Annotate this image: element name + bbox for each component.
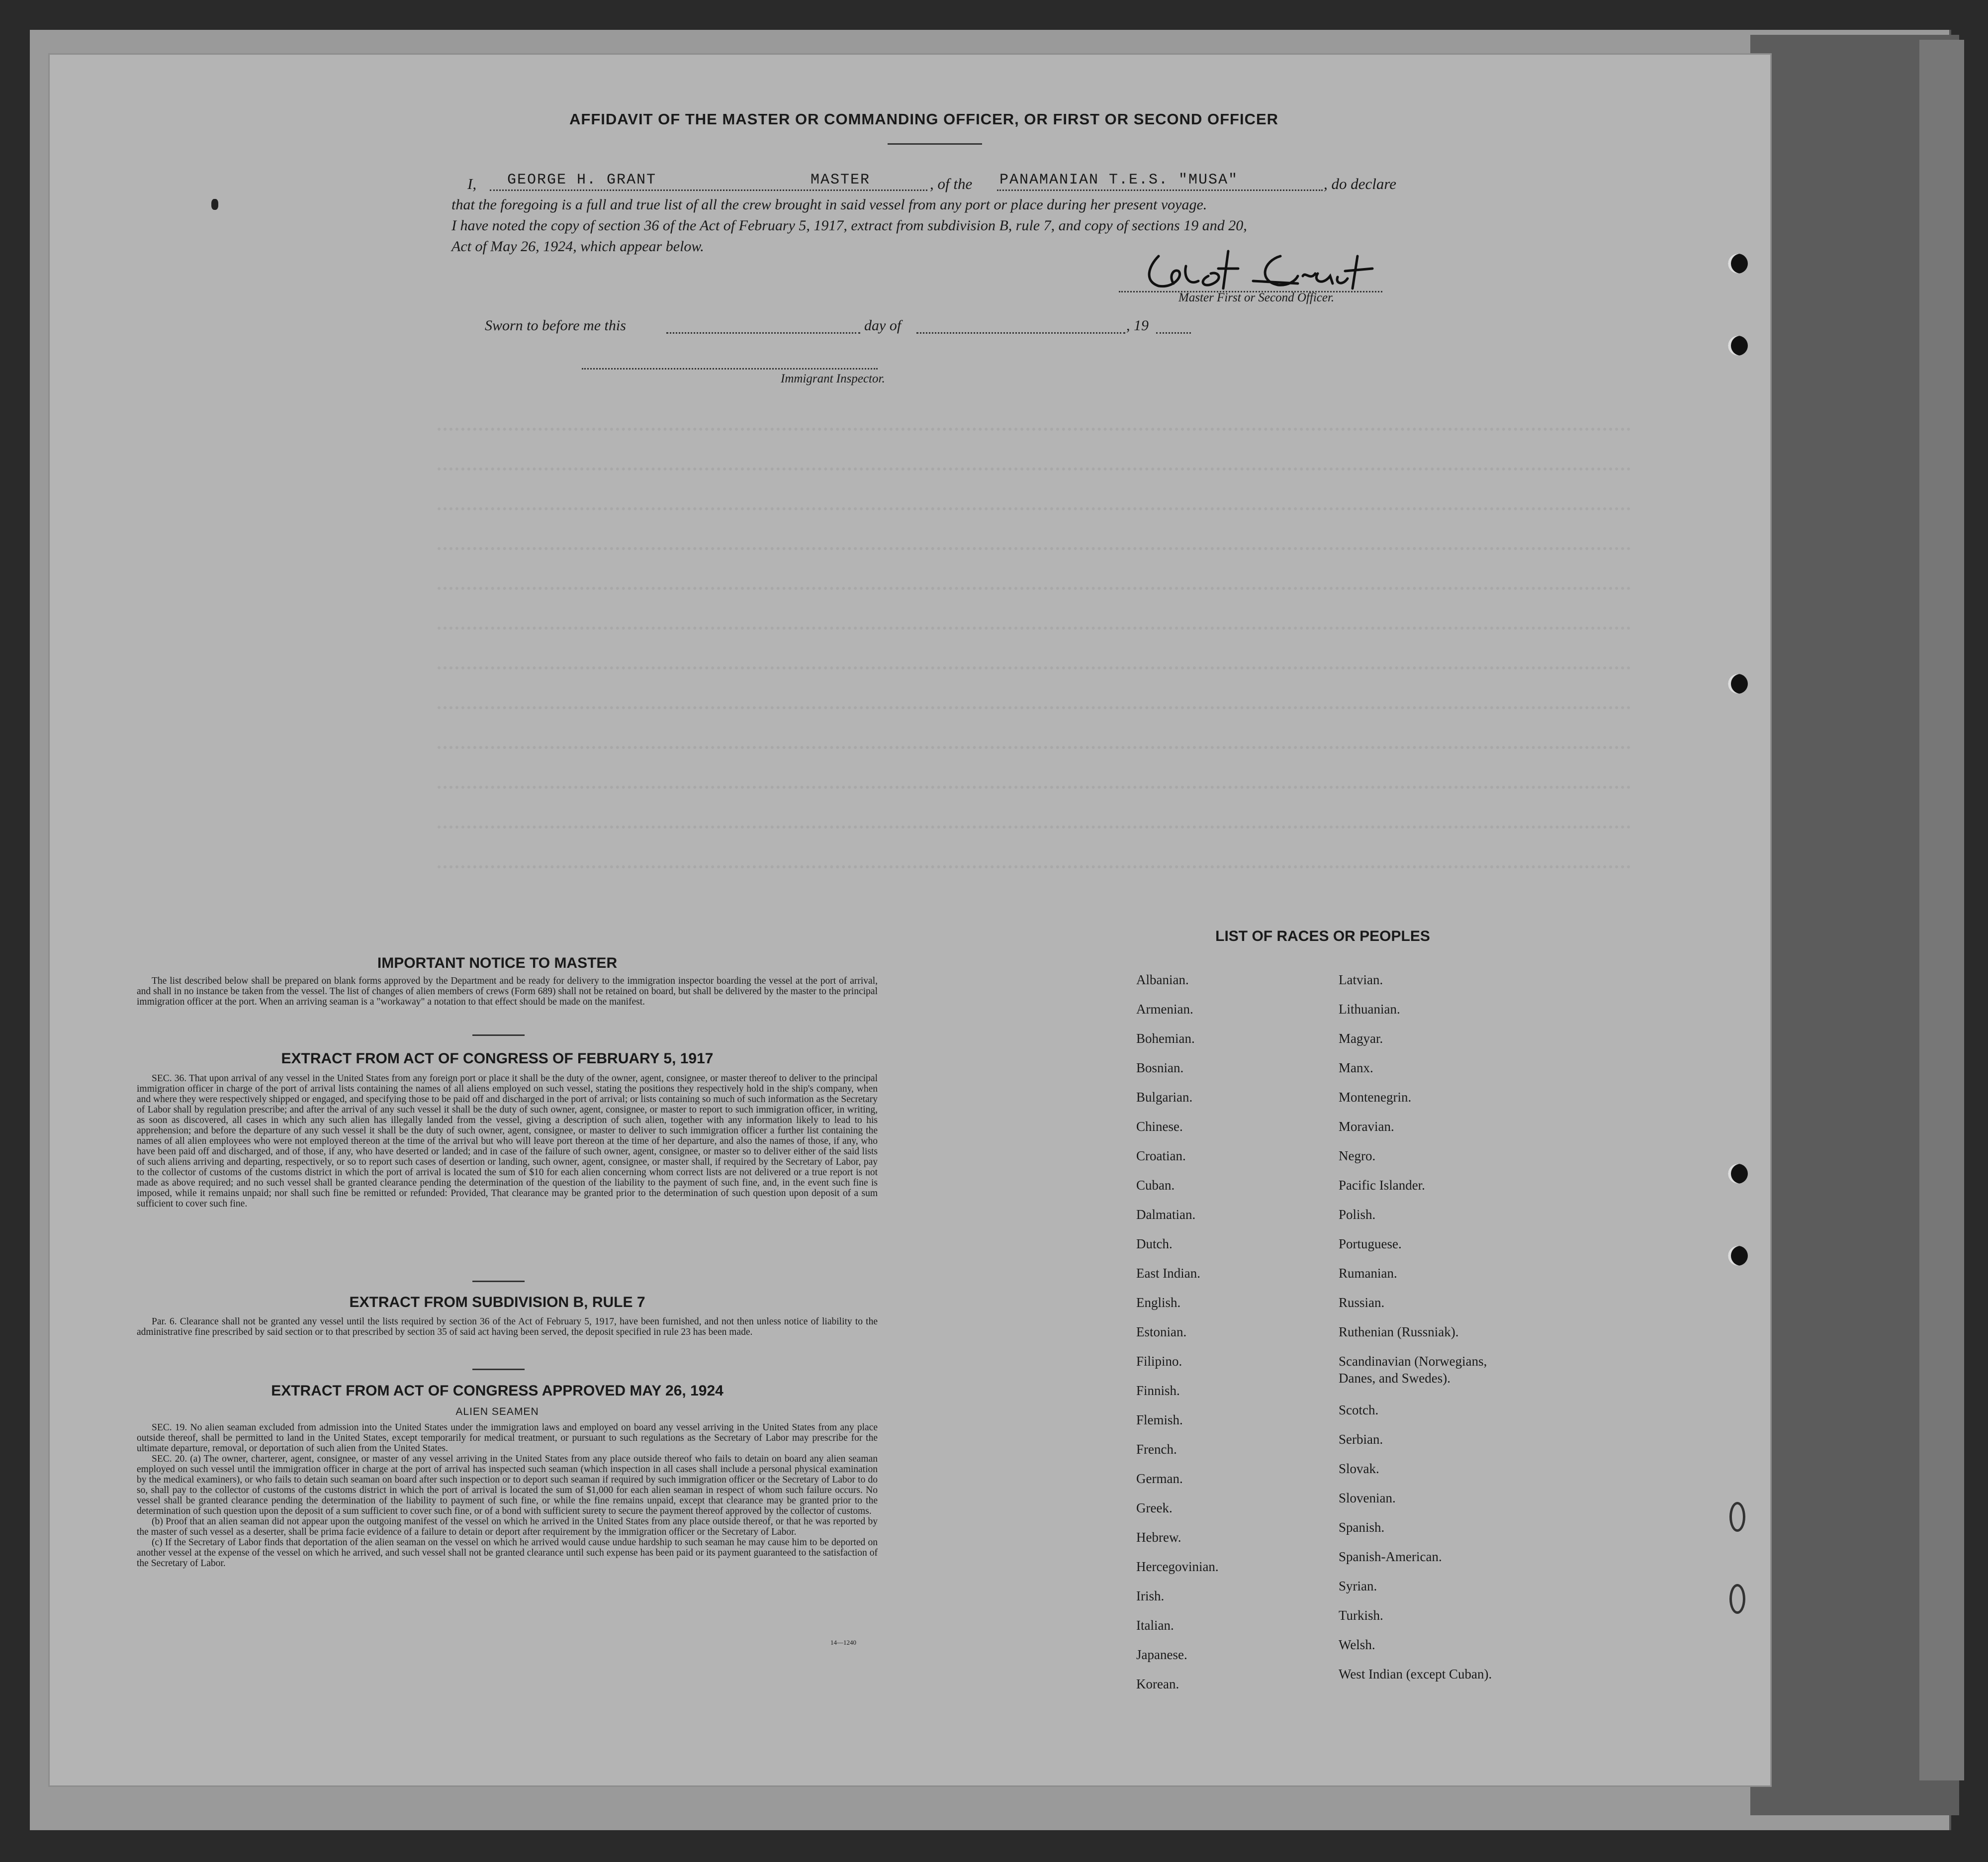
race-item: Spanish. [1339,1520,1385,1535]
race-item: Slovenian. [1339,1490,1396,1505]
bleed-through-line [438,806,1631,829]
bleed-through-line [438,647,1631,669]
signature-line [1119,276,1382,292]
extract-1924-subtitle: ALIEN SEAMEN [455,1406,539,1417]
punch-hole [1728,1246,1748,1266]
race-item: Scandinavian (Norwegians, [1339,1354,1487,1369]
race-item: Welsh. [1339,1637,1375,1652]
punch-hole-outline [1729,1584,1745,1614]
bleed-through-line [438,766,1631,789]
title-rule [888,143,982,145]
punch-hole [1728,254,1748,274]
year-prefix: , 19 [1126,317,1149,334]
punch-hole-outline [1729,1502,1745,1532]
race-item: Flemish. [1136,1412,1183,1427]
bleed-through-line [438,448,1631,470]
extract-1924-body [137,1422,878,1569]
extract-1917-title: EXTRACT FROM ACT OF CONGRESS OF FEBRUARY 5, 1917 [281,1050,714,1067]
year-line [1156,316,1191,334]
race-item: Rumanian. [1339,1266,1397,1281]
race-item: Korean. [1136,1676,1179,1691]
sworn-label: Sworn to before me this [485,317,626,334]
race-item: Bosnian. [1136,1060,1184,1075]
race-item: Lithuanian. [1339,1002,1400,1017]
bleed-through-line [438,487,1631,510]
officer-name: GEORGE H. GRANT [507,172,657,188]
race-item: German. [1136,1471,1183,1486]
race-item: French. [1136,1442,1177,1457]
punch-hole [1728,1164,1748,1184]
month-line [916,316,1125,334]
race-item: West Indian (except Cuban). [1339,1667,1492,1681]
notice-title: IMPORTANT NOTICE TO MASTER [377,955,618,971]
bleed-through-line [438,408,1631,431]
race-item: Moravian. [1339,1119,1394,1134]
race-item: Japanese. [1136,1647,1187,1662]
day-of-label: day of [864,317,902,334]
race-item: Estonian. [1136,1324,1187,1339]
race-item: Danes, and Swedes). [1339,1371,1450,1386]
i-label: I, [467,175,477,192]
bleed-through-line [438,845,1631,868]
notice-body: The list described below shall be prepared on blank forms approved by the Department and be ready for delivery to the immigration inspector boarding the vessel at the port of arrival, and shall in no instance be taken from the vessel. The list of changes of alien members of crews (Form 689) shall not be retained on board, but shall be delivered by the master to the principal immigration officer at the port. When an arriving seaman is a "workaway" a notation to that effect should be made on the manifest. [137,976,878,1007]
race-item: Albanian. [1136,972,1189,987]
punch-hole [1728,674,1748,694]
race-item: Magyar. [1339,1031,1383,1046]
race-item: Scotch. [1339,1402,1379,1417]
form-number: 14—1240 [830,1639,856,1646]
inspector-line [582,358,878,370]
extract-1917-body: SEC. 36. That upon arrival of any vessel in the United States from any foreign port or place it shall be the duty of the owner, agent, consignee, or master thereof to deliver to the principal immigration officer in charge of the port of arrival lists containing the names of all aliens employed on such vessel, stating the positions they respectively hold in the ship's company, when and where they were respectively shipped or engaged, and specifying those to be paid off and discharged in the port of arrival; or lists containing so much of such information as the Secretary of Labor shall by regulation prescribe; and after the arrival of any such vessel it shall be the duty of such owner, agent, consignee, or master to report to such immigration officer, in writing, as soon as discovered, all cases in which any such alien has illegally landed from the vessel, giving a description of such alien, together with any information likely to lead to his apprehension; and before the departure of any such vessel it shall be the duty of such owner, agent, consignee, or master to deliver to such immigration officer a further list containing the names of all alien employees who were not employed thereon at the time of the arrival but who will leave port thereon at the time of her departure, and also the names of those, if any, who have been paid off and discharged, and of those, if any, who have deserted or landed; and in case of the failure of such owner, agent, consignee, or master so to deliver either of the said lists of such aliens arriving and departing, respectively, or so to report such cases of desertion or landing, such owner, agent, consignee, or master shall, if required by the Secretary of Labor, pay to the collector of customs of the customs district in which the port of arrival is located the sum of $10 for each alien concerning whom correct lists are not delivered or a true report is not made as above required; and no such vessel shall be granted clearance pending the determination of the question of the liability to the payment of such fine, and, in the event such fine is imposed, while it remains unpaid; nor shall such fine be remitted or refunded: Provided, That clearance may be granted prior to the determination of such question upon deposit of a sum sufficient to cover such fine. [137,1073,878,1209]
race-item: Polish. [1339,1207,1376,1222]
punch-hole [1728,336,1748,356]
rule [472,1034,525,1036]
race-item: Russian. [1339,1295,1385,1310]
race-item: Filipino. [1136,1354,1182,1369]
race-item: Ruthenian (Russniak). [1339,1324,1459,1339]
race-item: Montenegrin. [1339,1090,1412,1105]
race-item: Greek. [1136,1500,1173,1515]
race-item: Chinese. [1136,1119,1183,1134]
race-item: Syrian. [1339,1579,1377,1593]
affidavit-title: AFFIDAVIT OF THE MASTER OR COMMANDING OFFICER, OR FIRST OR SECOND OFFICER [569,110,1279,128]
affidavit-line-1: that the foregoing is a full and true list of all the crew brought in said vessel from any port or place during her present voyage. [452,196,1207,213]
race-item: Turkish. [1339,1608,1383,1623]
race-item: Spanish-American. [1339,1549,1442,1564]
race-item: Hercegovinian. [1136,1559,1219,1574]
section-19: SEC. 19. No alien seaman excluded from admission into the United States under the immigration laws and employed on board any vessel arriving in the United States from any place outside thereof, shall be permitted to land in the United States, except temporarily for medical treatment, or pursuant to such regulations as the Secretary of Labor may prescribe for the ultimate departure, removal, or deportation of such alien from the United States. [137,1422,878,1454]
bleed-through-line [438,726,1631,749]
race-item: Bohemian. [1136,1031,1195,1046]
affidavit-line-3: Act of May 26, 1924, which appear below. [452,238,704,255]
vessel-name: PANAMANIAN T.E.S. "MUSA" [999,172,1239,188]
signature-caption: Master First or Second Officer. [1178,291,1335,304]
officer-rank: MASTER [811,172,871,188]
extract-1924-title: EXTRACT FROM ACT OF CONGRESS APPROVED MAY 26, 1924 [271,1383,723,1399]
race-item: Armenian. [1136,1002,1193,1017]
inspector-caption: Immigrant Inspector. [781,372,885,385]
bleed-through-line [438,686,1631,709]
race-item: Bulgarian. [1136,1090,1193,1105]
race-item: Negro. [1339,1148,1376,1163]
race-item: Pacific Islander. [1339,1178,1425,1193]
section-20b: (b) Proof that an alien seaman did not appear upon the outgoing manifest of the vessel on which he arrived in the United States from any place outside thereof, or that he was reported by the master of such vessel as a deserter, shall be prima facie evidence of a failure to detain or deport after requirement by the immigration officer or the Secretary of Labor. [137,1516,878,1537]
section-20c: (c) If the Secretary of Labor finds that deportation of the alien seaman on the vessel on which he arrived would cause undue hardship to such seaman he may cause him to be deported on another vessel at the expense of the vessel on which he arrived, and such vessel shall not be granted clearance until such expense has been paid or its payment guaranteed to the satisfaction of the Secretary of Labor. [137,1537,878,1569]
underlying-page-edge-2 [1919,40,1964,1780]
bleed-through-line [438,567,1631,590]
section-20a: SEC. 20. (a) The owner, charterer, agent, consignee, or master of any vessel arriving in the United States from any place outside thereof who fails to detain on board any alien seaman employed on such vessel until the immigration officer in charge at the port of arrival has inspected such seaman (which inspection in all cases shall include a personal physical examination by the medical examiners), or who fails to detain such seaman on board after such inspection or to deport such seaman if required by such immigration officer or the Secretary of Labor to do so, shall pay to the collector of customs of the customs district in which the port of arrival is located the sum of $1,000 for each alien seaman in respect of whom such failure occurs. No vessel shall be granted clearance pending the determination of the liability to payment of such fine, or while the fine remains unpaid, except that clearance may be granted prior to the determination of such question upon the deposit of a sum sufficient to cover such fine, or of a bond with sufficient surety to secure the payment thereof approved by the collector of customs. [137,1454,878,1516]
race-item: Finnish. [1136,1383,1180,1398]
affidavit-line-2: I have noted the copy of section 36 of the Act of February 5, 1917, extract from subdivision B, rule 7, and copy of sections 19 and 20, [452,217,1247,234]
race-item: Croatian. [1136,1148,1186,1163]
extract-rule7-title: EXTRACT FROM SUBDIVISION B, RULE 7 [349,1294,645,1310]
race-item: Cuban. [1136,1178,1175,1193]
race-item: Dutch. [1136,1236,1173,1251]
race-item: Dalmatian. [1136,1207,1196,1222]
race-item: Manx. [1339,1060,1373,1075]
races-column-2 [1339,972,1687,1693]
extract-rule7-body: Par. 6. Clearance shall not be granted any vessel until the lists required by section 36 of the Act of February 5, 1917, have been furnished, and not then unless notice of liability to the administrative fine prescribed by said section or to that prescribed by section 35 of said act having been served, the deposit specified in rule 23 has been made. [137,1316,878,1337]
race-item: English. [1136,1295,1181,1310]
race-item: Irish. [1136,1588,1165,1603]
ink-speck [211,199,218,210]
race-item: Portuguese. [1339,1236,1402,1251]
rule [472,1281,525,1282]
bleed-through-line [438,607,1631,630]
bleed-through-line [438,527,1631,550]
races-title: LIST OF RACES OR PEOPLES [1215,928,1430,944]
race-item: Italian. [1136,1618,1174,1633]
race-item: Hebrew. [1136,1530,1181,1545]
of-the-label: , of the [930,175,973,192]
sworn-date-line [666,316,860,334]
rule [472,1369,525,1370]
race-item: Latvian. [1339,972,1383,987]
race-item: East Indian. [1136,1266,1200,1281]
race-item: Serbian. [1339,1432,1383,1447]
race-item: Slovak. [1339,1461,1379,1476]
do-declare-label: , do declare [1324,175,1397,192]
